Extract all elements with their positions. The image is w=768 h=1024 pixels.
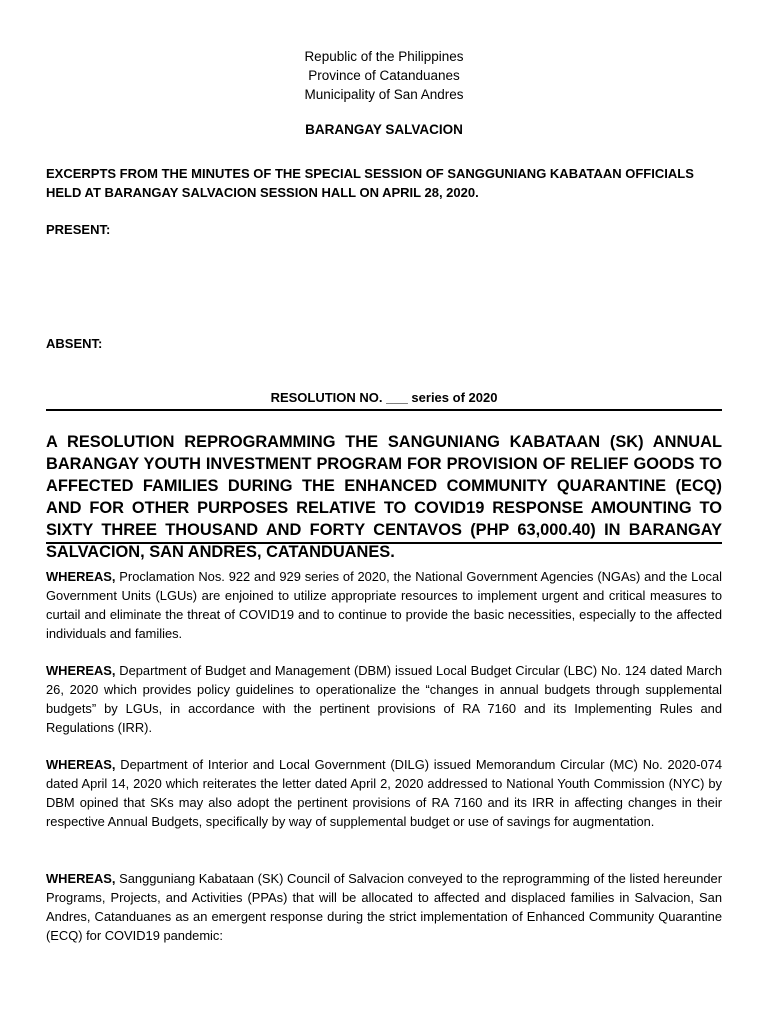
whereas-lead: WHEREAS, (46, 871, 116, 886)
rule-top (46, 409, 722, 411)
absent-label: ABSENT: (46, 336, 103, 351)
whereas-paragraph-4 (46, 869, 722, 945)
document-header (0, 47, 768, 104)
header-republic: Republic of the Philippines (304, 49, 464, 64)
present-label: PRESENT: (46, 222, 111, 237)
whereas-paragraph-1 (46, 567, 722, 643)
whereas-paragraph-3 (46, 755, 722, 831)
whereas-lead: WHEREAS, (46, 757, 116, 772)
header-municipality: Municipality of San Andres (304, 87, 464, 102)
whereas-lead: WHEREAS, (46, 569, 116, 584)
whereas-paragraph-2 (46, 661, 722, 737)
whereas-text: Department of Interior and Local Government (DILG) issued Memorandum Circular (MC) No. 2020-074 dated April 14, 2020 which reiterates the letter dated April 2, 2020 addressed to National Youth Commission (NYC) by DBM opined that SKs may also adopt the pertinent provisions of RA 7160 and its IRR in affecting changes in their respective Annual Budgets, specifically by way of supplemental budget or use of savings for augmentation. (46, 757, 722, 829)
whereas-text: Department of Budget and Management (DBM) issued Local Budget Circular (LBC) No. 124 dated March 26, 2020 which provides policy guidelines to operationalize the “changes in annual budgets through supplemental budgets” by LGUs, in accordance with the pertinent provisions of RA 7160 and its Implementing Rules and Regulations (IRR). (46, 663, 722, 735)
whereas-lead: WHEREAS, (46, 663, 116, 678)
resolution-number: RESOLUTION NO. ___ series of 2020 (270, 390, 498, 405)
barangay-name: BARANGAY SALVACION (305, 122, 463, 137)
whereas-text: Proclamation Nos. 922 and 929 series of 2020, the National Government Agencies (NGAs) and the Local Government Units (LGUs) are enjoined to utilize appropriate resources to implement urgent and critical measures to curtail and eliminate the threat of COVID19 and to continue to provide the basic necessities, especially to the affected individuals and families. (46, 569, 722, 641)
resolution-title: A RESOLUTION REPROGRAMMING THE SANGUNIANG KABATAAN (SK) ANNUAL BARANGAY YOUTH INVESTMENT PROGRAM FOR PROVISION OF RELIEF GOODS TO AFFECTED FAMILIES DURING THE ENHANCED COMMUNITY QUARANTINE (ECQ) AND FOR OTHER PURPOSES RELATIVE TO COVID19 RESPONSE AMOUNTING TO SIXTY THREE THOUSAND AND FORTY CENTAVOS (PHP 63,000.40) IN BARANGAY SALVACION, SAN ANDRES, CATANDUANES. (46, 433, 722, 561)
rule-bottom (46, 542, 722, 544)
whereas-text: Sangguniang Kabataan (SK) Council of Salvacion conveyed to the reprogramming of the listed hereunder Programs, Projects, and Activities (PPAs) that will be allocated to affected and displaced families in Salvacion, San Andres, Catanduanes as an emergent response during the strict implementation of Enhanced Community Quarantine (ECQ) for COVID19 pandemic: (46, 871, 722, 943)
header-province: Province of Catanduanes (308, 68, 460, 83)
excerpt-heading: EXCERPTS FROM THE MINUTES OF THE SPECIAL SESSION OF SANGGUNIANG KABATAAN OFFICIALS HELD AT BARANGAY SALVACION SESSION HALL ON APRIL 28, 2020. (46, 166, 694, 200)
